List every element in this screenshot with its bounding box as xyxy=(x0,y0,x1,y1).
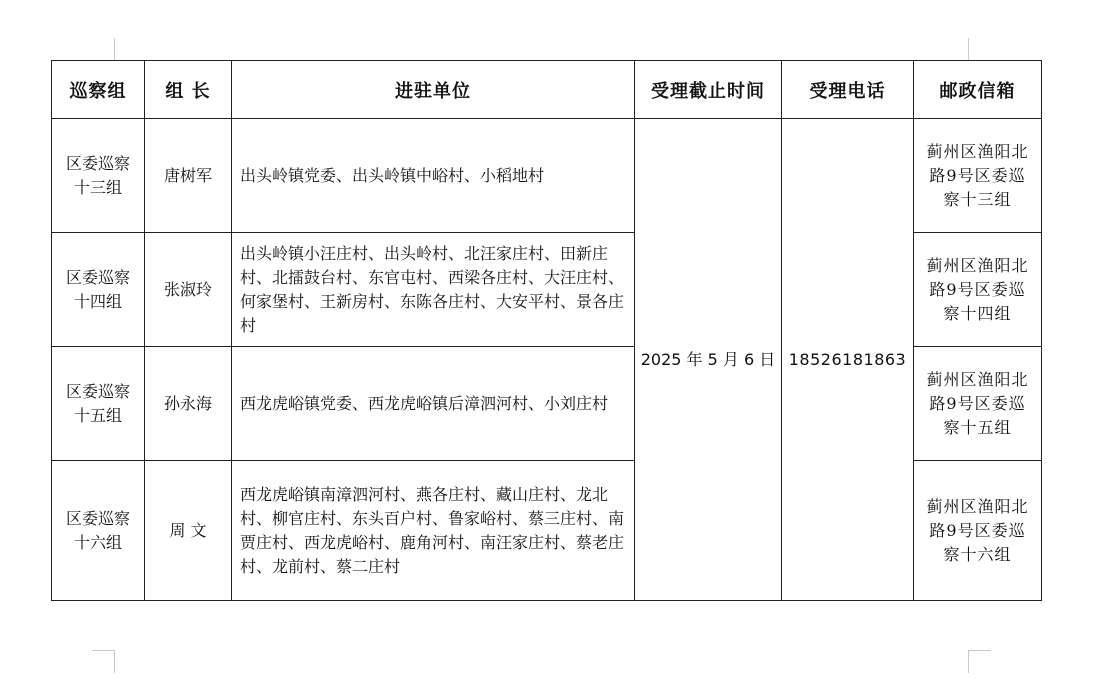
header-deadline: 受理截止时间 xyxy=(635,61,782,119)
header-mailbox: 邮政信箱 xyxy=(914,61,1042,119)
leader-cell: 孙永海 xyxy=(145,347,232,461)
group-cell xyxy=(52,119,145,233)
group-cell xyxy=(52,347,145,461)
mailbox-cell: 蓟州区渔阳北路9号区委巡察十三组 xyxy=(914,119,1042,233)
header-leader: 组 长 xyxy=(145,61,232,119)
group-name: 区委巡察十四组 xyxy=(65,267,130,311)
crop-mark-bottom-right xyxy=(968,650,991,673)
mailbox-cell: 蓟州区渔阳北路9号区委巡察十六组 xyxy=(914,461,1042,601)
group-name: 区委巡察十五组 xyxy=(65,381,130,425)
table-header-row xyxy=(52,61,1042,119)
header-group: 巡察组 xyxy=(52,61,145,119)
deadline-cell: 2025 年 5 月 6 日 xyxy=(635,119,782,601)
header-phone: 受理电话 xyxy=(782,61,914,119)
header-units: 进驻单位 xyxy=(232,61,635,119)
group-name: 区委巡察十六组 xyxy=(65,508,130,552)
crop-mark-bottom-left xyxy=(92,650,115,673)
units-cell: 西龙虎峪镇党委、西龙虎峪镇后漳泗河村、小刘庄村 xyxy=(232,347,635,461)
leader-cell: 周 文 xyxy=(145,461,232,601)
group-cell xyxy=(52,233,145,347)
group-cell xyxy=(52,461,145,601)
group-name: 区委巡察十三组 xyxy=(65,153,130,197)
leader-cell: 张淑玲 xyxy=(145,233,232,347)
units-cell: 出头岭镇党委、出头岭镇中峪村、小稻地村 xyxy=(232,119,635,233)
table-row xyxy=(52,119,1042,233)
units-cell: 出头岭镇小汪庄村、出头岭村、北汪家庄村、田新庄村、北擂鼓台村、东官屯村、西梁各庄村、大汪庄村、何家堡村、王新房村、东陈各庄村、大安平村、景各庄村 xyxy=(232,233,635,347)
crop-mark-top-left xyxy=(96,38,115,61)
units-cell: 西龙虎峪镇南漳泗河村、燕各庄村、藏山庄村、龙北村、柳官庄村、东头百户村、鲁家峪村、蔡三庄村、南贾庄村、西龙虎峪村、鹿角河村、南汪家庄村、蔡老庄村、龙前村、蔡二庄村 xyxy=(232,461,635,601)
phone-cell: 18526181863 xyxy=(782,119,914,601)
mailbox-cell: 蓟州区渔阳北路9号区委巡察十五组 xyxy=(914,347,1042,461)
crop-mark-top-right xyxy=(968,38,989,61)
mailbox-cell: 蓟州区渔阳北路9号区委巡察十四组 xyxy=(914,233,1042,347)
leader-cell: 唐树军 xyxy=(145,119,232,233)
inspection-table xyxy=(51,60,1042,601)
